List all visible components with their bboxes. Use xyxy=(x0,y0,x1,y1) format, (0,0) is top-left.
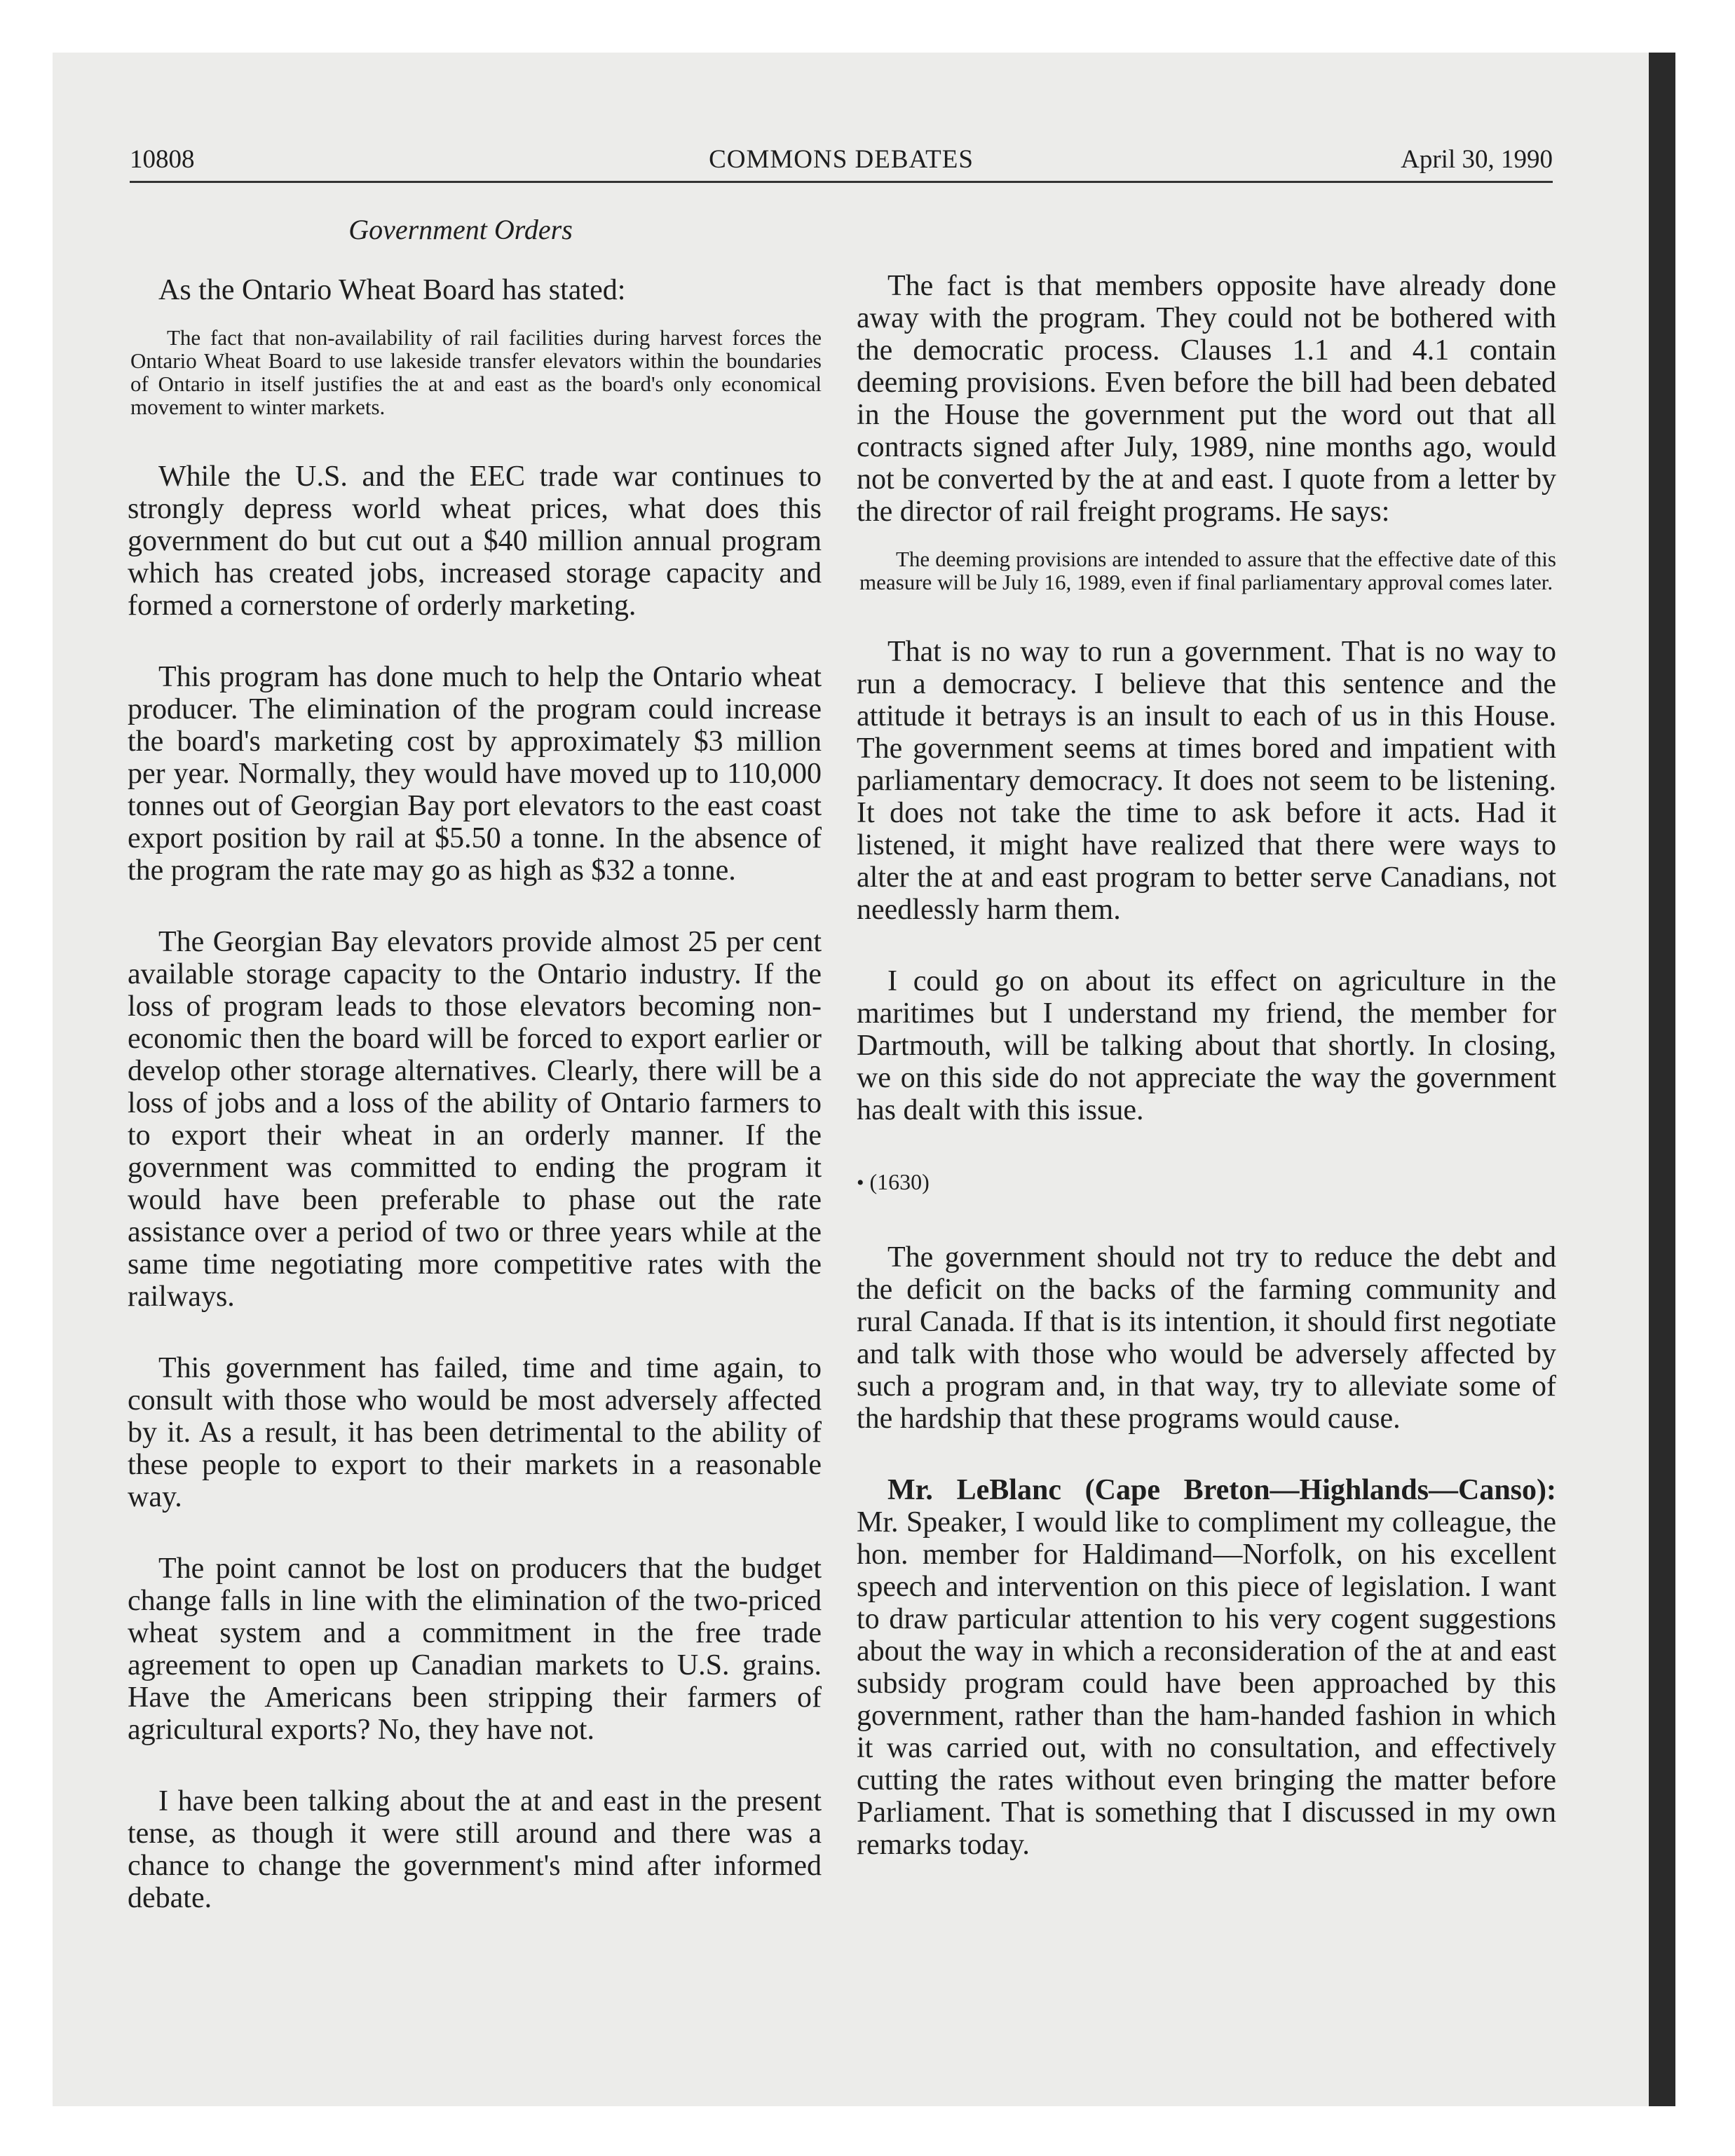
time-marker xyxy=(857,1166,1556,1199)
bullet-icon: • xyxy=(857,1171,864,1194)
speaker-text: Mr. Speaker, I would like to compliment my colleague, the hon. member for Haldimand—Norfolk, on his excellent speech and intervention on this piece of legislation. I want to draw particular attention to his very cogent suggestions about the way in which a reconsideration of the at and east subsidy program could have been approached by this government, rather than the ham-handed fashion in which it was carried out, with no consultation, and effectively cutting the rates without even bringing the matter before Parliament. That is something that I discussed in my own remarks today. xyxy=(857,1506,1556,1861)
paragraph: The point cannot be lost on producers that the budget change falls in line with the elimination of the two-priced wheat system and a commitment in the free trade agreement to open up Canadian markets to U.S. grains. Have the Americans been stripping their farmers of agricultural exports? No, they have not. xyxy=(128,1553,822,1746)
paragraph: As the Ontario Wheat Board has stated: xyxy=(158,274,626,306)
publication-date: April 30, 1990 xyxy=(1401,145,1553,174)
left-column xyxy=(128,214,822,1953)
publication-title: COMMONS DEBATES xyxy=(709,145,974,174)
paragraph: I could go on about its effect on agriculture in the maritimes but I understand my friend, the member for Dartmouth, will be talking about that shortly. In closing, we on this side do not appreciate the way the government has dealt with this issue. xyxy=(857,965,1556,1126)
page-header xyxy=(130,144,1553,179)
speaker-paragraph xyxy=(857,1474,1556,1861)
paragraph: That is no way to run a government. That is no way to run a democracy. I believe that this sentence and the attitude it betrays is an insult to each of us in this House. The government seems at times bored and impatient with parliamentary democracy. It does not seem to be listening. It does not take the time to ask before it acts. Had it listened, it might have realized that there were ways to alter the at and east program to better serve Canadians, not needlessly harm them. xyxy=(857,636,1556,926)
paragraph: The Georgian Bay elevators provide almost 25 per cent available storage capacity to the Ontario industry. If the loss of program leads to those elevators becoming non-economic then the board will be forced to export earlier or develop other storage alternatives. Clearly, there will be a loss of jobs and a loss of the ability of Ontario farmers to to export their wheat in an orderly manner. If the government was committed to ending the program it would have been preferable to phase out the rate assistance over a period of two or three years while at the same time negotiating more competitive rates with the railways. xyxy=(128,926,822,1313)
paragraph: I have been talking about the at and east in the present tense, as though it were still around and there was a chance to change the government's mind after informed debate. xyxy=(128,1785,822,1914)
page-number: 10808 xyxy=(130,145,195,174)
block-quote: The fact that non-availability of rail facilities during harvest forces the Ontario Wheat Board to use lakeside transfer elevators within the boundaries of Ontario in itself justifies the at and east as the board's only economical movement to winter markets. xyxy=(130,325,822,419)
time-stamp: (1630) xyxy=(869,1169,930,1194)
paragraph: The fact is that members opposite have already done away with the program. They could not be bothered with the democratic process. Clauses 1.1 and 4.1 contain deeming provisions. Even before the bill had been debated in the House the government put the word out that all contracts signed after July, 1989, nine months ago, would not be converted by the at and east. I quote from a letter by the director of rail freight programs. He says: xyxy=(857,270,1556,528)
right-column xyxy=(857,270,1556,1900)
speaker-name: Mr. LeBlanc (Cape Breton—Highlands—Canso): xyxy=(887,1474,1556,1506)
paragraph: This program has done much to help the Ontario wheat producer. The elimination of the program could increase the board's marketing cost by approximately $3 million per year. Normally, they would have moved up to 110,000 tonnes out of Georgian Bay port elevators to the east coast export position by rail at $5.50 a tonne. In the absence of the program the rate may go as high as $32 a tonne. xyxy=(128,661,822,887)
scan-edge-shadow xyxy=(1649,53,1675,2106)
block-quote: The deeming provisions are intended to assure that the effective date of this measure will be July 16, 1989, even if final parliamentary approval comes later. xyxy=(859,547,1556,594)
section-title: Government Orders xyxy=(348,214,573,245)
header-rule xyxy=(130,181,1553,183)
paragraph: The government should not try to reduce the debt and the deficit on the backs of the farming community and rural Canada. If that is its intention, it should first negotiate and talk with those who would be adversely affected by such a program and, in that way, try to alleviate some of the hardship that these programs would cause. xyxy=(857,1241,1556,1435)
paragraph: This government has failed, time and time again, to consult with those who would be most adversely affected by it. As a result, it has been detrimental to the ability of these people to export to their markets in a reasonable way. xyxy=(128,1352,822,1513)
paragraph: While the U.S. and the EEC trade war continues to strongly depress world wheat prices, what does this government do but cut out a $40 million annual program which has created jobs, increased storage capacity and formed a cornerstone of orderly marketing. xyxy=(128,460,822,622)
